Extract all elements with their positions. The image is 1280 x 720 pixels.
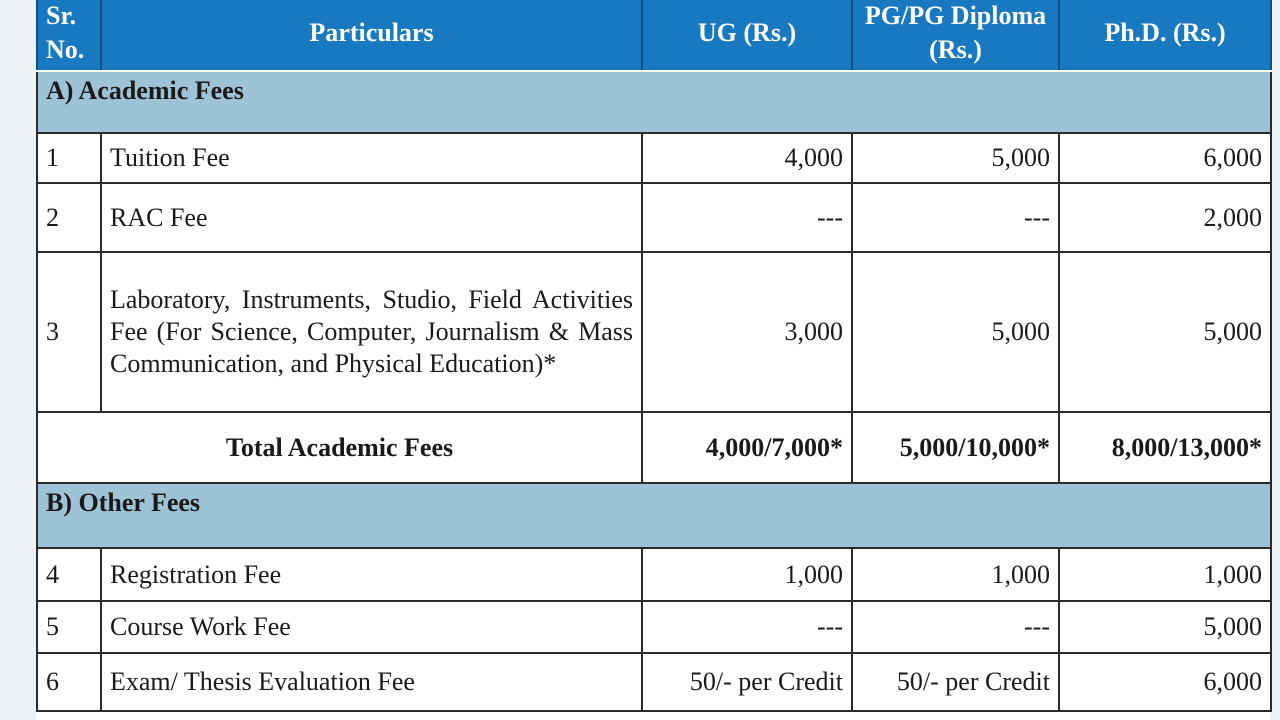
ug-cell: 3,000 <box>642 252 852 412</box>
particular-cell: RAC Fee <box>101 183 642 252</box>
document-page <box>36 0 1270 720</box>
pg-cell: 1,000 <box>852 548 1059 601</box>
total-ug: 4,000/7,000* <box>642 412 852 483</box>
table-row <box>37 653 1271 711</box>
sr-cell: 3 <box>37 252 101 412</box>
sr-cell: 1 <box>37 133 101 183</box>
ug-cell: 50/- per Credit <box>642 653 852 711</box>
phd-cell: 2,000 <box>1059 183 1271 252</box>
header-phd: Ph.D. (Rs.) <box>1059 0 1271 71</box>
particular-cell: Registration Fee <box>101 548 642 601</box>
header-particulars: Particulars <box>101 0 642 71</box>
header-ug: UG (Rs.) <box>642 0 852 71</box>
phd-cell: 6,000 <box>1059 653 1271 711</box>
ug-cell: --- <box>642 601 852 653</box>
ug-cell: 4,000 <box>642 133 852 183</box>
section-title-other: B) Other Fees <box>37 483 1271 548</box>
ug-cell: 1,000 <box>642 548 852 601</box>
phd-cell: 5,000 <box>1059 252 1271 412</box>
pg-cell: --- <box>852 183 1059 252</box>
phd-cell: 1,000 <box>1059 548 1271 601</box>
total-label: Total Academic Fees <box>37 412 642 483</box>
table-row <box>37 601 1271 653</box>
total-row <box>37 412 1271 483</box>
table-row <box>37 133 1271 183</box>
section-row-academic <box>37 71 1271 133</box>
sr-cell: 2 <box>37 183 101 252</box>
particular-cell: Course Work Fee <box>101 601 642 653</box>
sr-cell: 4 <box>37 548 101 601</box>
table-row <box>37 183 1271 252</box>
section-title-academic: A) Academic Fees <box>37 71 1271 133</box>
sr-cell: 6 <box>37 653 101 711</box>
table-row <box>37 252 1271 412</box>
particular-cell: Exam/ Thesis Evaluation Fee <box>101 653 642 711</box>
particular-cell: Laboratory, Instruments, Studio, Field Activities Fee (For Science, Computer, Journalism & Mass Communication, and Physical Education)* <box>101 252 642 412</box>
pg-cell: 5,000 <box>852 252 1059 412</box>
header-sr-no: Sr. No. <box>37 0 101 71</box>
table-header-row <box>37 0 1271 71</box>
table-row <box>37 548 1271 601</box>
particular-cell: Tuition Fee <box>101 133 642 183</box>
header-pg: PG/PG Diploma (Rs.) <box>852 0 1059 71</box>
section-row-other <box>37 483 1271 548</box>
total-pg: 5,000/10,000* <box>852 412 1059 483</box>
pg-cell: 50/- per Credit <box>852 653 1059 711</box>
ug-cell: --- <box>642 183 852 252</box>
sr-cell: 5 <box>37 601 101 653</box>
total-phd: 8,000/13,000* <box>1059 412 1271 483</box>
pg-cell: 5,000 <box>852 133 1059 183</box>
fee-table <box>36 0 1272 712</box>
phd-cell: 6,000 <box>1059 133 1271 183</box>
pg-cell: --- <box>852 601 1059 653</box>
phd-cell: 5,000 <box>1059 601 1271 653</box>
